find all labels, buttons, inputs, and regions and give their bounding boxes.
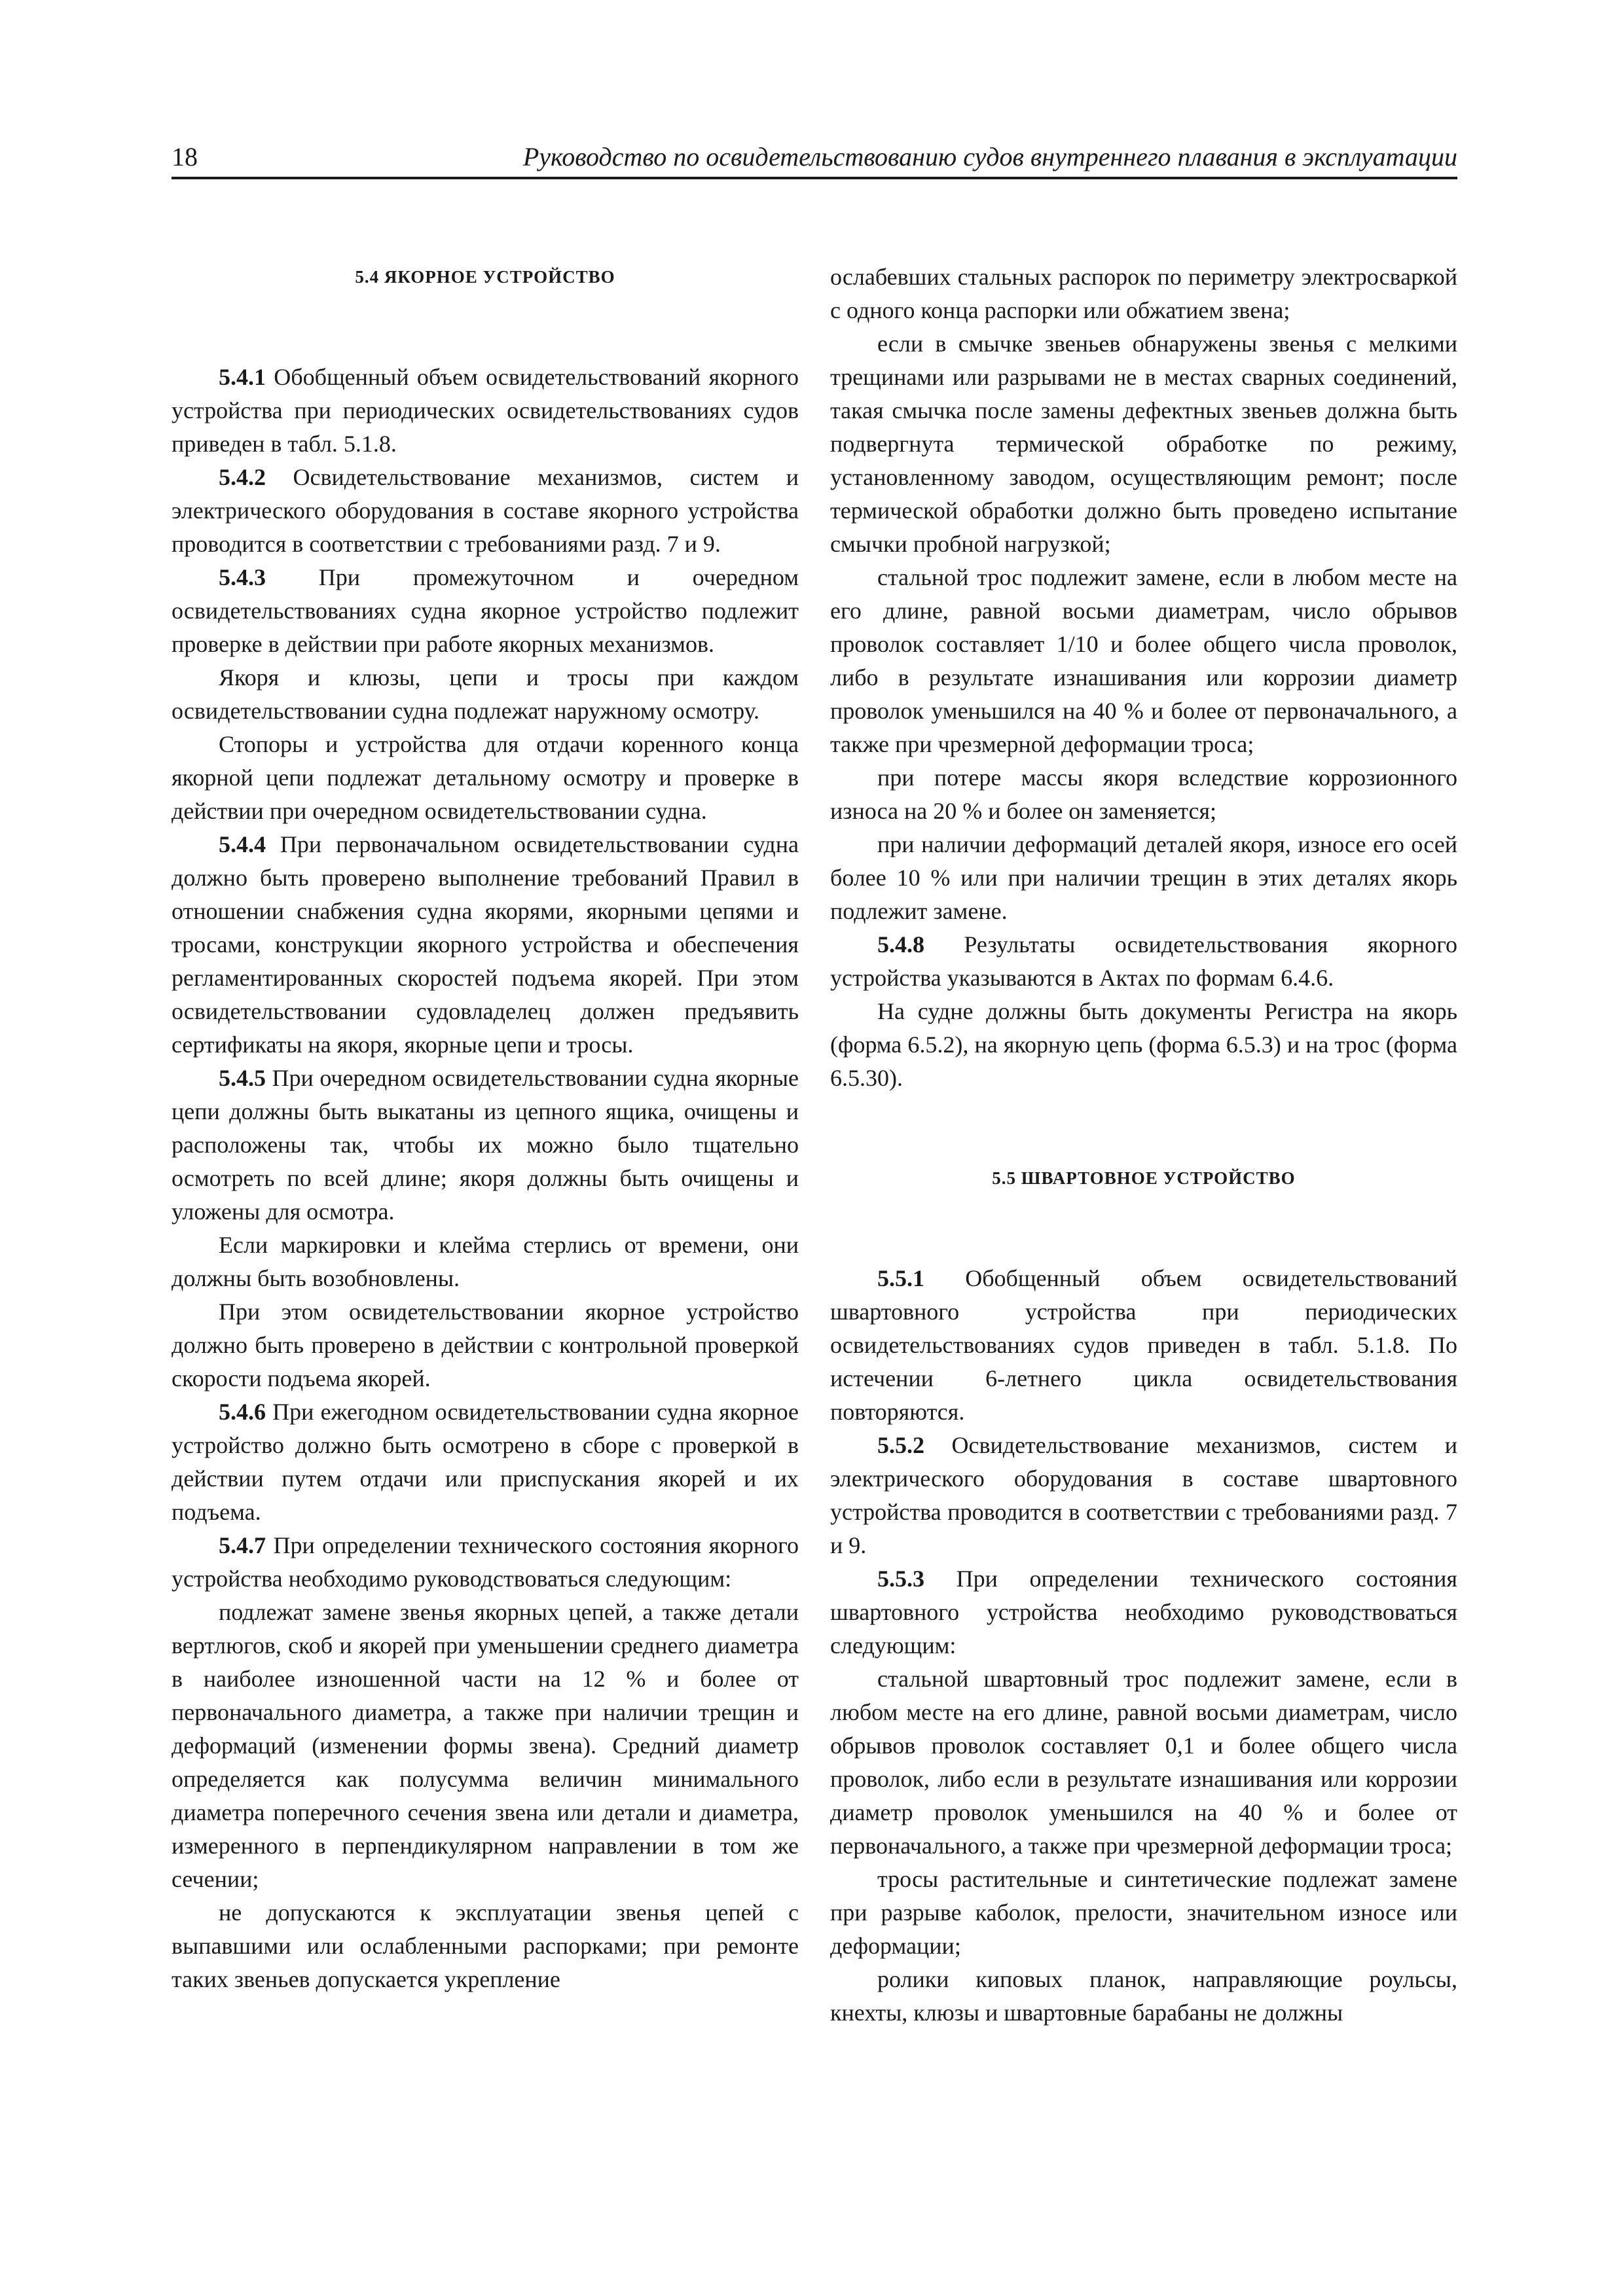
paragraph xyxy=(830,1863,1457,1963)
paragraph-text: При промежуточном и очередном освидетельствованиях судна якорное устройство подлежит проверке в действии при работе якорных механизмов. xyxy=(172,564,799,657)
paragraph-text: тросы растительные и синтетические подлежат замене при разрыве каболок, прелости, значительном износе или деформации; xyxy=(830,1866,1457,1959)
paragraph-text: при наличии деформаций деталей якоря, износе его осей более 10 % или при наличии трещин в этих деталях якорь подлежит замене. xyxy=(830,831,1457,924)
paragraph xyxy=(172,1395,799,1529)
paragraph-text: При ежегодном освидетельствовании судна якорное устройство должно быть осмотрено в сборе с проверкой в действии путем отдачи или приспускания якорей и их подъема. xyxy=(172,1399,799,1525)
paragraph-text: при потере массы якоря вследствие коррозионного износа на 20 % и более он заменяется; xyxy=(830,764,1457,824)
paragraph-text: Обобщенный объем освидетельствований швартовного устройства при периодических освидетельствованиях судов приведен в табл. 5.1.8. По истечении 6-летнего цикла освидетельствования повторяются. xyxy=(830,1265,1457,1425)
clause-number: 5.4.6 xyxy=(219,1399,266,1425)
paragraph-text: При определении технического состояния швартовного устройства необходимо руководствоваться следующим: xyxy=(830,1566,1457,1659)
paragraph-text: При очередном освидетельствовании судна якорные цепи должны быть выкатаны из цепного ящика, очищены и расположены так, чтобы их можно было тщательно осмотреть по всей длине; якоря должны быть очищены и уложены для осмотра. xyxy=(172,1065,799,1225)
paragraph-text: Освидетельствование механизмов, систем и электрического оборудования в составе швартовного устройства проводится в соответствии с требованиями разд. 7 и 9. xyxy=(830,1432,1457,1558)
paragraph xyxy=(830,1562,1457,1662)
clause-number: 5.4.4 xyxy=(219,831,266,857)
paragraph xyxy=(172,661,799,728)
section-title-5-5: 5.5 ШВАРТОВНОЕ УСТРОЙСТВО xyxy=(992,1168,1296,1188)
paragraph xyxy=(830,928,1457,995)
clause-number: 5.5.1 xyxy=(877,1265,924,1291)
clause-number: 5.4.3 xyxy=(219,564,266,590)
paragraph-text: не допускаются к эксплуатации звенья цепей с выпавшими или ослабленными распорками; при ремонте таких звеньев допускается укрепление xyxy=(172,1899,799,1992)
clause-number: 5.5.3 xyxy=(877,1566,924,1592)
paragraph-text: Стопоры и устройства для отдачи коренного конца якорной цепи подлежат детальному осмотру и проверке в действии при очередном освидетельствовании судна. xyxy=(172,731,799,824)
section-title-5-4: 5.4 ЯКОРНОЕ УСТРОЙСТВО xyxy=(355,267,615,287)
paragraph-text: стальной трос подлежит замене, если в любом месте на его длине, равной восьми диаметрам, число обрывов проволок составляет 1/10 и более общего числа проволок, либо в результате изнашивания или коррозии диаметр проволок уменьшился на 40 % и более от первоначального, а также при чрезмерной деформации троса; xyxy=(830,564,1457,757)
page-header xyxy=(172,143,1457,179)
paragraph xyxy=(172,1229,799,1295)
paragraph xyxy=(172,728,799,828)
paragraph xyxy=(830,1429,1457,1562)
paragraph-text: ролики киповых планок, направляющие роульсы, кнехты, клюзы и швартовные барабаны не должны xyxy=(830,1966,1457,2026)
paragraph-text: если в смычке звеньев обнаружены звенья с мелкими трещинами или разрывами не в местах сварных соединений, такая смычка после замены дефектных звеньев должна быть подвергнута термической обработке по режиму, установленному заводом, осуществляющим ремонт; после термической обработки должно быть проведено испытание смычки пробной нагрузкой; xyxy=(830,331,1457,557)
paragraph-text: стальной швартовный трос подлежит замене, если в любом месте на его длине, равной восьми диаметрам, число обрывов проволок составляет 0,1 и более общего числа проволок, либо если в результате изнашивания или коррозии диаметр проволок уменьшился на 40 % и более от первоначального, а также при чрезмерной деформации троса; xyxy=(830,1666,1457,1859)
paragraph xyxy=(830,1262,1457,1429)
paragraph-text: Результаты освидетельствования якорного устройства указываются в Актах по формам 6.4.6. xyxy=(830,931,1457,991)
paragraph xyxy=(830,995,1457,1095)
clause-number: 5.5.2 xyxy=(877,1432,924,1458)
paragraph xyxy=(830,1662,1457,1863)
page-number: 18 xyxy=(172,142,198,171)
left-column xyxy=(172,260,799,1996)
clause-number: 5.4.5 xyxy=(219,1065,266,1091)
paragraph xyxy=(830,260,1457,327)
paragraph-text: При определении технического состояния якорного устройства необходимо руководствоваться следующим: xyxy=(172,1532,799,1592)
paragraph-text: При первоначальном освидетельствовании судна должно быть проверено выполнение требований Правил в отношении снабжения судна якорями, якорными цепями и тросами, конструкции якорного устройства и обеспечения регламентированных скоростей подъема якорей. При этом освидетельствовании судовладелец должен предъявить сертификаты на якоря, якорные цепи и тросы. xyxy=(172,831,799,1058)
paragraph xyxy=(172,1529,799,1596)
paragraph-text: Освидетельствование механизмов, систем и электрического оборудования в составе якорного устройства проводится в соответствии с требованиями разд. 7 и 9. xyxy=(172,464,799,557)
paragraph xyxy=(830,1963,1457,2030)
paragraph-text: подлежат замене звенья якорных цепей, а также детали вертлюгов, скоб и якорей при уменьшении среднего диаметра в наиболее изношенной части на 12 % и более от первоначального диаметра, а также при наличии трещин и деформаций (изменении формы звена). Средний диаметр определяется как полусумма величин минимального диаметра поперечного сечения звена или детали и диаметра, измеренного в перпендикулярном направлении в том же сечении; xyxy=(172,1599,799,1892)
paragraph-text: Обобщенный объем освидетельствований якорного устройства при периодических освидетельствованиях судов приведен в табл. 5.1.8. xyxy=(172,364,799,457)
paragraph xyxy=(172,1062,799,1229)
paragraph xyxy=(830,327,1457,561)
paragraph-text: На судне должны быть документы Регистра на якорь (форма 6.5.2), на якорную цепь (форма 6.5.3) и на трос (форма 6.5.30). xyxy=(830,998,1457,1091)
paragraph xyxy=(172,828,799,1062)
paragraph xyxy=(830,761,1457,828)
paragraph xyxy=(830,561,1457,761)
paragraph xyxy=(172,1295,799,1395)
paragraph xyxy=(172,361,799,461)
clause-number: 5.4.8 xyxy=(877,931,924,958)
paragraph xyxy=(172,1896,799,1996)
paragraph xyxy=(172,461,799,561)
paragraph-text: Якоря и клюзы, цепи и тросы при каждом освидетельствовании судна подлежат наружному осмотру. xyxy=(172,664,799,724)
running-title: Руководство по освидетельствованию судов внутреннего плавания в эксплуатации xyxy=(522,142,1457,171)
paragraph xyxy=(830,828,1457,928)
paragraph xyxy=(172,1596,799,1896)
clause-number: 5.4.2 xyxy=(219,464,266,490)
paragraph-text: Если маркировки и клейма стерлись от времени, они должны быть возобновлены. xyxy=(172,1232,799,1291)
clause-number: 5.4.7 xyxy=(219,1532,266,1558)
section-5-4-continued xyxy=(830,260,1457,1095)
section-5-4-body xyxy=(172,361,799,1996)
right-column xyxy=(830,260,1457,2030)
paragraph xyxy=(172,561,799,661)
section-5-5-body xyxy=(830,1262,1457,2030)
paragraph-text: При этом освидетельствовании якорное устройство должно быть проверено в действии с контрольной проверкой скорости подъема якорей. xyxy=(172,1299,799,1391)
paragraph-text: ослабевших стальных распорок по периметру электросваркой с одного конца распорки или обжатием звена; xyxy=(830,264,1457,323)
clause-number: 5.4.1 xyxy=(219,364,266,390)
